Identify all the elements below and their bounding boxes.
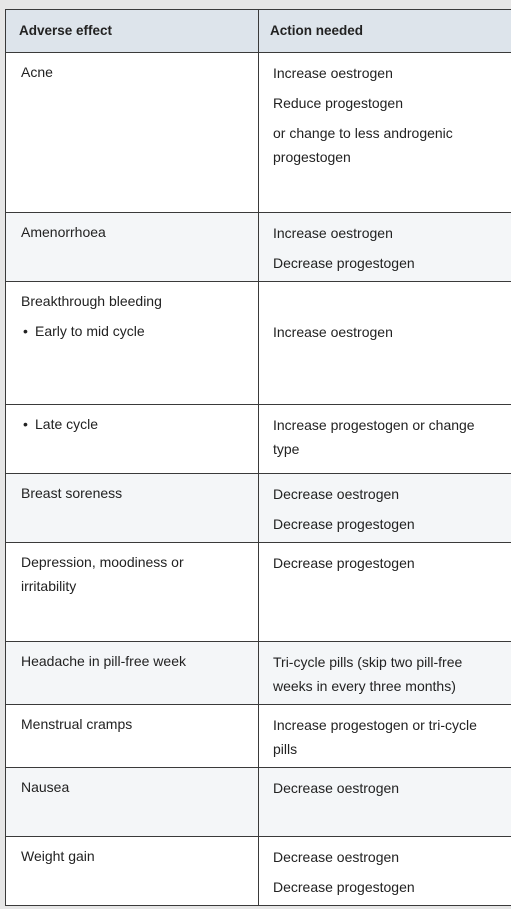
- action-cell: [259, 642, 511, 705]
- action-text: or change to less androgenic progestogen: [273, 125, 453, 165]
- effect-sub-item: • Early to mid cycle: [21, 319, 250, 343]
- adverse-effects-table: [5, 9, 511, 906]
- action-text: Increase progestogen or tri-cycle pills: [273, 717, 477, 757]
- action-text: Reduce progestogen: [273, 95, 403, 111]
- action-cell: [259, 474, 511, 543]
- action-text: Decrease progestogen: [273, 255, 415, 271]
- action-text: Increase oestrogen: [273, 65, 393, 81]
- action-text: Decrease progestogen: [273, 879, 415, 895]
- effect-cell: [6, 543, 259, 642]
- action-cell: [259, 768, 511, 837]
- bullet-icon: •: [23, 323, 28, 339]
- action-cell: [259, 543, 511, 642]
- effect-cell: [6, 282, 259, 405]
- action-text: Tri-cycle pills (skip two pill-free weeks in every three months): [273, 654, 463, 694]
- action-cell: [259, 405, 511, 474]
- effect-cell: [6, 405, 259, 474]
- action-text: Decrease oestrogen: [273, 849, 400, 865]
- table-row: [6, 282, 511, 405]
- action-text: Decrease progestogen: [273, 516, 415, 532]
- table-row: [6, 53, 511, 213]
- table-row: [6, 213, 511, 282]
- action-cell: [259, 213, 511, 282]
- action-text: Increase oestrogen: [273, 324, 393, 340]
- table-row: [6, 543, 511, 642]
- effect-sub-item: • Late cycle: [21, 412, 250, 436]
- action-text: Increase progestogen or change type: [273, 417, 475, 457]
- table-row: [6, 474, 511, 543]
- effect-cell: [6, 837, 259, 906]
- effect-label: Menstrual cramps: [21, 716, 133, 732]
- document-page: [5, 9, 511, 903]
- effect-label: Nausea: [21, 779, 70, 795]
- effect-cell: [6, 474, 259, 543]
- action-text: Decrease oestrogen: [273, 486, 400, 502]
- effect-label: Breakthrough bleeding: [21, 293, 162, 309]
- effect-cell: [6, 53, 259, 213]
- effect-label: Breast soreness: [21, 485, 123, 501]
- effect-label: Depression, moodiness or irritability: [21, 554, 184, 594]
- action-text: Decrease oestrogen: [273, 780, 400, 796]
- table-row: [6, 405, 511, 474]
- effect-label: Acne: [21, 64, 53, 80]
- table-row: [6, 837, 511, 906]
- table-header-row: [6, 10, 511, 53]
- action-cell: [259, 282, 511, 405]
- effect-label: Amenorrhoea: [21, 224, 106, 240]
- action-text: Increase oestrogen: [273, 225, 393, 241]
- effect-cell: [6, 705, 259, 768]
- column-header-adverse-effect: Adverse effect: [6, 10, 259, 53]
- effect-label: Headache in pill-free week: [21, 653, 186, 669]
- action-cell: [259, 53, 511, 213]
- table-row: [6, 705, 511, 768]
- table-row: [6, 768, 511, 837]
- action-cell: [259, 705, 511, 768]
- bullet-icon: •: [23, 416, 28, 432]
- action-cell: [259, 837, 511, 906]
- table-row: [6, 642, 511, 705]
- effect-label: Weight gain: [21, 848, 95, 864]
- effect-cell: [6, 213, 259, 282]
- action-text: Decrease progestogen: [273, 555, 415, 571]
- effect-cell: [6, 768, 259, 837]
- effect-cell: [6, 642, 259, 705]
- column-header-action-needed: Action needed: [259, 10, 511, 53]
